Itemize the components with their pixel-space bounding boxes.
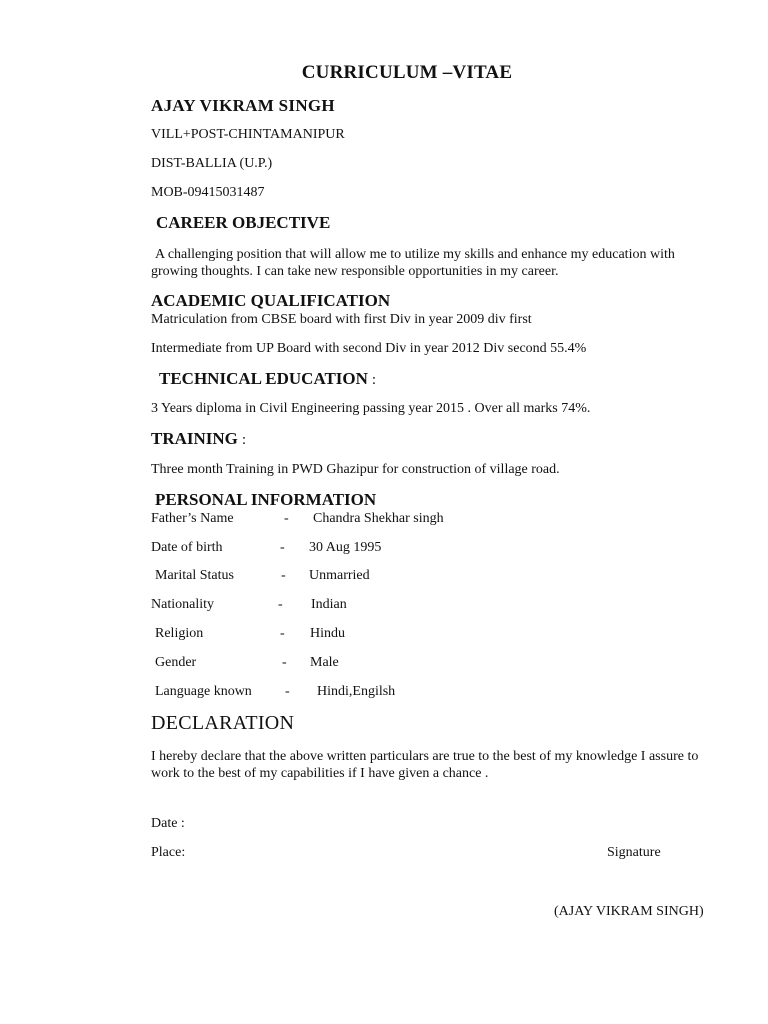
applicant-name: AJAY VIKRAM SINGH <box>151 96 335 115</box>
personal-value: Chandra Shekhar singh <box>313 511 444 526</box>
training-text: Three month Training in PWD Ghazipur for construction of village road. <box>151 462 560 477</box>
personal-label: Religion <box>155 626 204 641</box>
personal-value: 30 Aug 1995 <box>309 540 382 555</box>
career-objective-text: A challenging position that will allow me to utilize my skills and enhance my education with growing thoughts. I can take new responsible opportunities in my career. <box>151 247 675 279</box>
academic-item-1: Matriculation from CBSE board with first Div in year 2009 div first <box>151 312 532 327</box>
training-heading: TRAINING <box>151 429 238 448</box>
personal-dash: - <box>282 655 287 670</box>
address-line-2: DIST-BALLIA (U.P.) <box>151 156 273 171</box>
technical-heading-line <box>159 369 376 389</box>
academic-heading: ACADEMIC QUALIFICATION <box>151 291 391 310</box>
personal-value: Unmarried <box>309 568 370 583</box>
personal-dash: - <box>280 626 285 641</box>
declaration-heading: DECLARATION <box>151 712 295 734</box>
document-title: CURRICULUM –VITAE <box>301 62 513 83</box>
training-heading-line <box>151 429 246 449</box>
mobile-number: MOB-09415031487 <box>151 185 265 200</box>
signed-name: (AJAY VIKRAM SINGH) <box>554 904 704 919</box>
personal-dash: - <box>278 597 283 612</box>
personal-label: Nationality <box>151 597 214 612</box>
personal-value: Male <box>310 655 339 670</box>
technical-text: 3 Years diploma in Civil Engineering passing year 2015 . Over all marks 74%. <box>151 401 591 416</box>
personal-label: Language known <box>155 684 252 699</box>
personal-label: Date of birth <box>151 540 223 555</box>
career-objective-heading: CAREER OBJECTIVE <box>156 213 331 232</box>
address-line-1: VILL+POST-CHINTAMANIPUR <box>151 127 345 142</box>
declaration-text: I hereby declare that the above written particulars are true to the best of my knowledge I assure to work to the best of my capabilities if I have given a chance . <box>151 749 699 781</box>
place-label: Place: <box>151 845 186 860</box>
personal-label: Father’s Name <box>151 511 234 526</box>
personal-value: Hindu <box>310 626 345 641</box>
personal-value: Indian <box>311 597 347 612</box>
personal-label: Marital Status <box>155 568 234 583</box>
personal-heading: PERSONAL INFORMATION <box>155 490 377 509</box>
personal-label: Gender <box>155 655 197 670</box>
personal-dash: - <box>285 684 290 699</box>
personal-dash: - <box>281 568 286 583</box>
training-colon: : <box>241 432 247 448</box>
technical-heading: TECHNICAL EDUCATION <box>159 369 368 388</box>
personal-dash: - <box>280 540 285 555</box>
technical-colon: : <box>371 372 377 388</box>
academic-item-2: Intermediate from UP Board with second Div in year 2012 Div second 55.4% <box>151 341 587 356</box>
date-label: Date : <box>151 816 185 831</box>
personal-value: Hindi,Engilsh <box>317 684 396 699</box>
personal-dash: - <box>284 511 289 526</box>
signature-label: Signature <box>607 845 661 860</box>
